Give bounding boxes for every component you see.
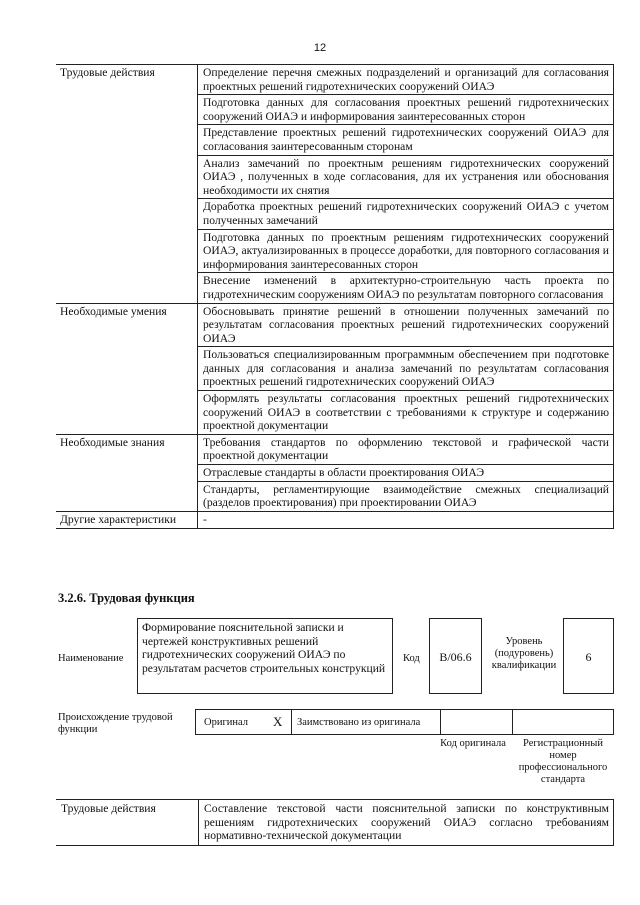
row-item: Подготовка данных для согласования проектных решений гидротехнических сооружений ОИАЭ и информирования заинтересованных сторон xyxy=(198,95,614,125)
row-label: Трудовые действия xyxy=(56,800,199,846)
row-item: Составление текстовой части пояснительной записки по конструктивным решениям гидротехнических сооружений ОИАЭ согласно требованиям нормативно-технической документации xyxy=(199,800,614,846)
name-label: Наименование xyxy=(58,653,124,664)
row-label: Другие характеристики xyxy=(56,511,198,528)
function-code-value: B/06.6 xyxy=(439,650,472,664)
labor-actions-table xyxy=(56,799,614,846)
original-label: Оригинал xyxy=(204,717,248,728)
function-name-box xyxy=(137,618,393,694)
row-item: Представление проектных решений гидротехнических сооружений ОИАЭ для согласования заинтересованным сторонам xyxy=(198,125,614,155)
row-label: Необходимые знания xyxy=(56,434,198,511)
borrowed-label: Заимствовано из оригинала xyxy=(297,717,421,728)
row-label: Трудовые действия xyxy=(56,65,198,304)
table-row xyxy=(56,303,614,347)
table-row xyxy=(56,65,614,95)
origin-box xyxy=(195,709,614,735)
row-item: Требования стандартов по оформлению текстовой и графической части проектной документации xyxy=(198,434,614,464)
table-row xyxy=(56,511,614,528)
section-title: 3.2.6. Трудовая функция xyxy=(58,591,195,605)
registration-caption: Регистрационный номер профессионального стандарта xyxy=(518,738,608,785)
row-item: Внесение изменений в архитектурно-строительную часть проекта по гидротехническим сооружениям ОИАЭ по результатам повторного согласования xyxy=(198,273,614,303)
level-box xyxy=(563,618,614,694)
code-original-caption: Код оригинала xyxy=(440,738,506,749)
row-item: Обосновывать принятие решений в отношении полученных замечаний по результатам согласования проектных решений гидротехнических сооружений ОИАЭ xyxy=(198,303,614,347)
row-item: Анализ замечаний по проектным решениям гидротехнических сооружений ОИАЭ , полученных в ходе согласования, для их устранения или обоснования необходимости их снятия xyxy=(198,155,614,199)
code-label: Код xyxy=(403,653,420,664)
divider xyxy=(512,710,513,734)
function-name-text: Формирование пояснительной записки и чертежей конструктивных решений гидротехнических сооружений ОИАЭ по результатам расчетов строительных конструкций xyxy=(142,621,386,675)
table-row xyxy=(56,434,614,464)
row-item: Пользоваться специализированным программным обеспечением при подготовке данных для согласования и анализа замечаний по результатам согласования проектных решений гидротехнических сооружений ОИАЭ xyxy=(198,347,614,391)
row-item: Стандарты, регламентирующие взаимодействие смежных специализаций (разделов проектирования) при проектировании ОИАЭ xyxy=(198,481,614,511)
original-mark: X xyxy=(273,714,283,729)
row-item: Подготовка данных по проектным решениям гидротехнических сооружений ОИАЭ, актуализированных в процессе доработки, для повторного согласования и информирования заинтересованных сторон xyxy=(198,229,614,273)
level-value: 6 xyxy=(585,650,592,664)
row-item: Отраслевые стандарты в области проектирования ОИАЭ xyxy=(198,465,614,482)
row-item: Оформлять результаты согласования проектных решений гидротехнических сооружений ОИАЭ в соответствии с требованиями к структуре и содержанию проектной документации xyxy=(198,391,614,435)
page-number: 12 xyxy=(313,42,327,54)
row-item: Определение перечня смежных подразделений и организаций для согласования проектных решений гидротехнических сооружений ОИАЭ xyxy=(198,65,614,95)
function-code-box xyxy=(429,618,482,694)
divider xyxy=(440,710,441,734)
row-item: - xyxy=(198,511,614,528)
level-label: Уровень (подуровень) квалификации xyxy=(491,636,557,671)
origin-label: Происхождение трудовой функции xyxy=(58,712,173,735)
requirements-table xyxy=(56,64,614,529)
row-label: Необходимые умения xyxy=(56,303,198,434)
divider xyxy=(291,710,292,734)
row-item: Доработка проектных решений гидротехнических сооружений ОИАЭ с учетом полученных замечаний xyxy=(198,199,614,229)
